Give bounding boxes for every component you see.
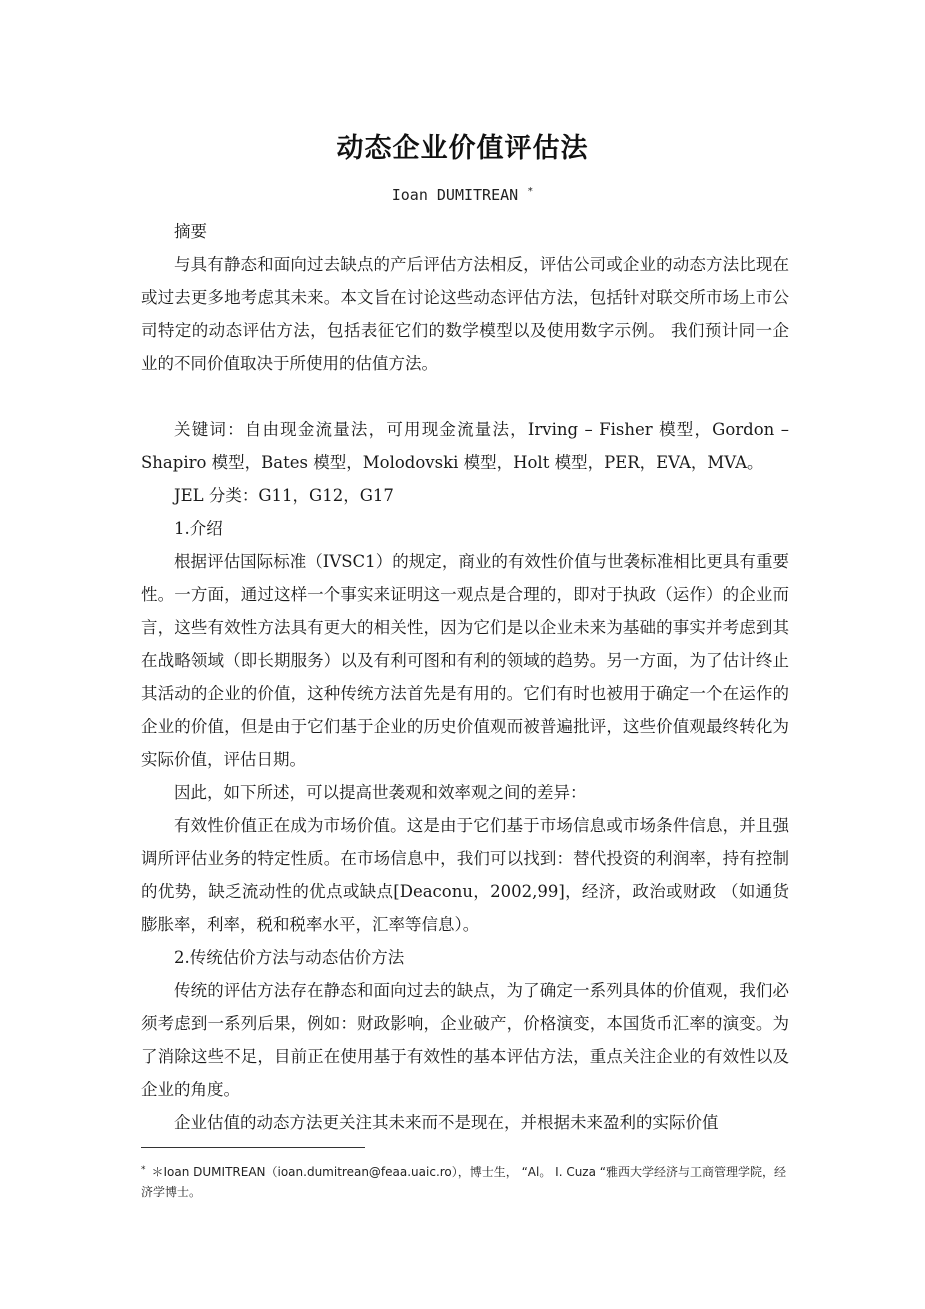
section-2-paragraph: 传统的评估方法存在静态和面向过去的缺点，为了确定一系列具体的价值观，我们必须考虑到一系列后果，例如：财政影响，企业破产，价格演变，本国货币汇率的演变。为了消除这些不足，目前正在使用基于有效性的基本评估方法，重点关注企业的有效性以及企业的角度。 [141, 981, 789, 1099]
section-2-paragraph: 企业估值的动态方法更关注其未来而不是现在，并根据未来盈利的实际价值 [174, 1113, 719, 1132]
author-line [0, 186, 925, 204]
footnote-mark: * [141, 1165, 146, 1175]
section-1-paragraph: 因此，如下所述，可以提高世袭观和效率观之间的差异： [174, 783, 587, 802]
keywords-paragraph: 关键词：自由现金流量法，可用现金流量法，Irving – Fisher 模型，Gordon – Shapiro 模型，Bates 模型，Molodovski 模型，Holt 模型，PER，EVA，MVA。 [141, 420, 789, 472]
jel-classification: JEL 分类：G11，G12，G17 [174, 486, 394, 505]
footnote-divider [141, 1147, 365, 1148]
author-footnote-mark: * [527, 186, 534, 197]
author-name: Ioan DUMITREAN [391, 186, 519, 204]
section-1-paragraph: 根据评估国际标准（IVSC1）的规定，商业的有效性价值与世袭标准相比更具有重要性。一方面，通过这样一个事实来证明这一观点是合理的，即对于执政（运作）的企业而言，这些有效性方法具有更大的相关性，因为它们是以企业未来为基础的事实并考虑到其在战略领域（即长期服务）以及有利可图和有利的领域的趋势。另一方面，为了估计终止其活动的企业的价值，这种传统方法首先是有用的。它们有时也被用于确定一个在运作的企业的价值，但是由于它们基于企业的历史价值观而被普遍批评，这些价值观最终转化为实际价值，评估日期。 [141, 552, 789, 769]
document-title: 动态企业价值评估法 [336, 133, 589, 164]
section-1-heading: 1.介绍 [174, 519, 223, 538]
paragraph-spacer [141, 380, 789, 413]
section-1-paragraph: 有效性价值正在成为市场价值。这是由于它们基于市场信息或市场条件信息，并且强调所评估业务的特定性质。在市场信息中，我们可以找到：替代投资的利润率，持有控制的优势，缺乏流动性的优点或缺点[Deaconu，2002,99]，经济，政治或财政 （如通货膨胀率，利率，税和税率水平，汇率等信息）。 [141, 816, 789, 934]
document-body [141, 215, 789, 1139]
footnote [141, 1160, 791, 1202]
abstract-paragraph: 与具有静态和面向过去缺点的产后评估方法相反，评估公司或企业的动态方法比现在或过去更多地考虑其未来。本文旨在讨论这些动态评估方法，包括针对联交所市场上市公司特定的动态评估方法，包括表征它们的数学模型以及使用数字示例。 我们预计同一企业的不同价值取决于所使用的估值方法。 [141, 255, 789, 373]
abstract-heading: 摘要 [174, 222, 207, 241]
footnote-text: ＊Ioan DUMITREAN（ioan.dumitrean@feaa.uaic.ro），博士生， “Al。 I. Cuza “雅西大学经济与工商管理学院，经济学博士。 [141, 1165, 786, 1199]
section-2-heading: 2.传统估价方法与动态估价方法 [174, 948, 405, 967]
